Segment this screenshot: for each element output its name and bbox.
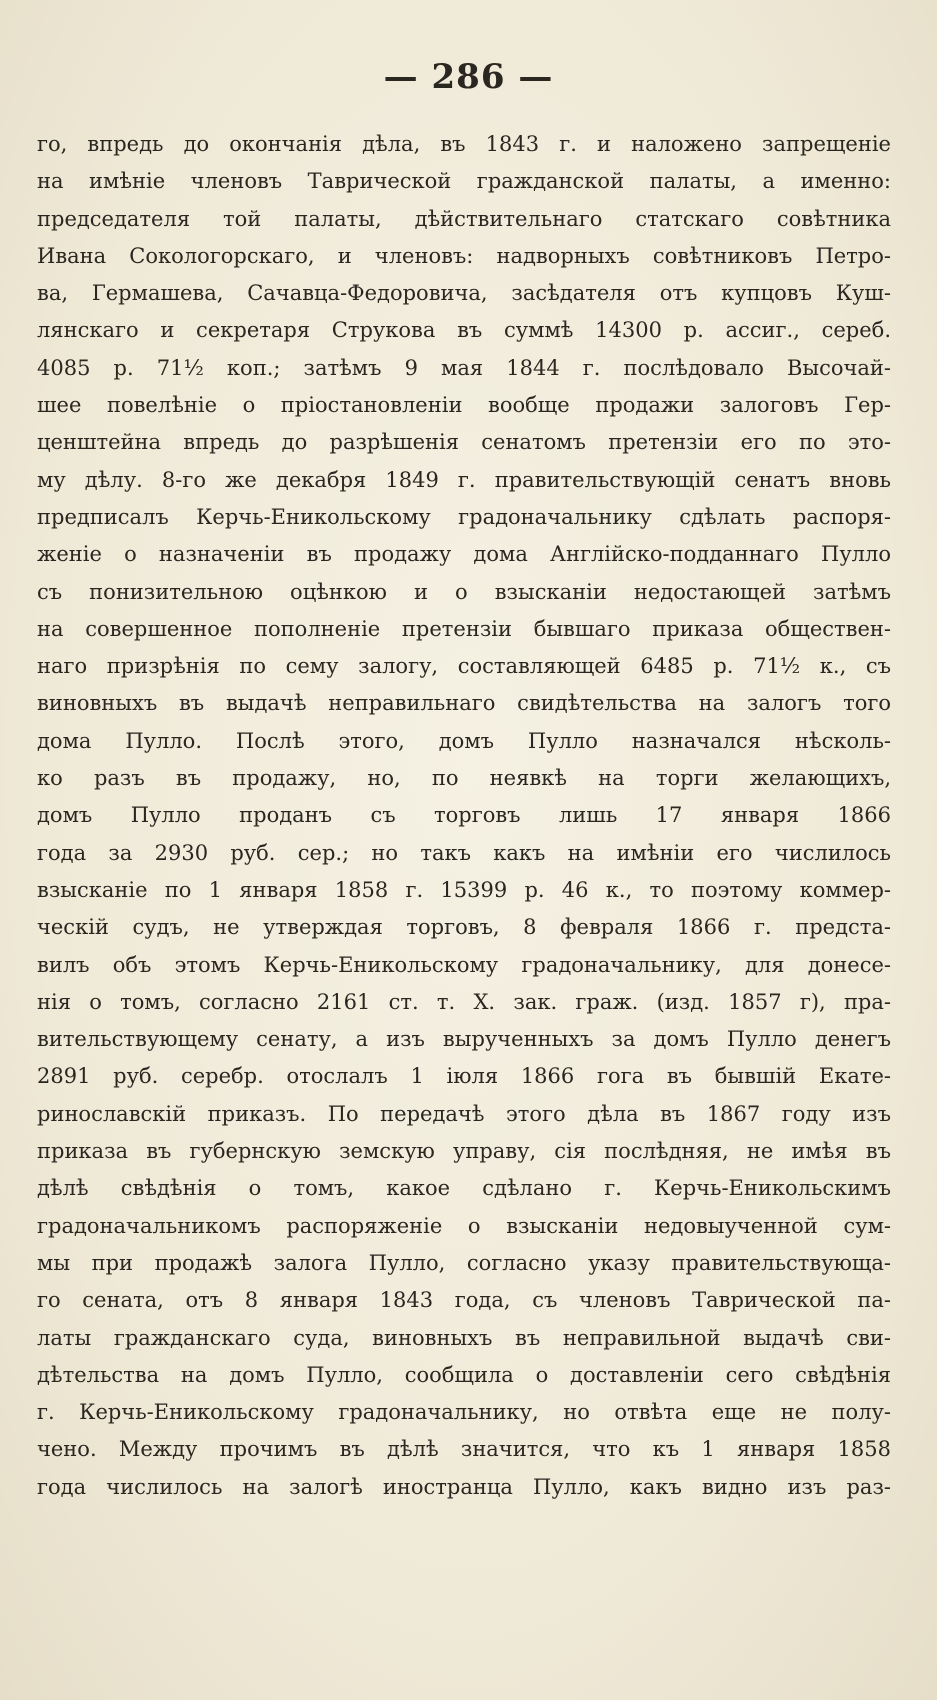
- text-line: съ понизительною оцѣнкою и о взысканіи недостающей затѣмъ: [37, 579, 891, 604]
- text-line: домъ Пулло проданъ съ торговъ лишь 17 января 1866: [37, 803, 891, 828]
- body-text: [37, 126, 891, 1506]
- text-line: виновныхъ въ выдачѣ неправильнаго свидѣтельства на залогъ того: [37, 691, 891, 716]
- text-line: на совершенное пополненіе претензіи бывшаго приказа обществен-: [37, 616, 891, 641]
- text-line: чено. Между прочимъ въ дѣлѣ значится, что къ 1 января 1858: [37, 1437, 891, 1462]
- text-line: года числилось на залогѣ иностранца Пулло, какъ видно изъ раз-: [37, 1474, 891, 1499]
- text-line: 2891 руб. серебр. отослалъ 1 іюля 1866 гога въ бывшій Екате-: [37, 1064, 891, 1089]
- text-line: дѣлѣ свѣдѣнія о томъ, какое сдѣлано г. Керчь-Еникольскимъ: [37, 1176, 891, 1201]
- text-line: му дѣлу. 8-го же декабря 1849 г. правительствующій сенатъ вновь: [37, 467, 891, 492]
- text-line: г. Керчь-Еникольскому градоначальнику, но отвѣта еще не полу-: [37, 1400, 891, 1425]
- text-line: ва, Гермашева, Сачавца-Федоровича, засѣдателя отъ купцовъ Куш-: [37, 281, 891, 306]
- text-line: приказа въ губернскую земскую управу, сія послѣдняя, не имѣя въ: [37, 1139, 891, 1164]
- text-line: женіе о назначеніи въ продажу дома Англійско-подданнаго Пулло: [37, 542, 891, 567]
- text-line: го сената, отъ 8 января 1843 года, съ членовъ Таврической па-: [37, 1288, 891, 1313]
- text-line: вительствующему сенату, а изъ вырученныхъ за домъ Пулло денегъ: [37, 1027, 891, 1052]
- text-line: ко разъ въ продажу, но, по неявкѣ на торги желающихъ,: [37, 766, 891, 791]
- text-line: года за 2930 руб. сер.; но такъ какъ на имѣніи его числилось: [37, 840, 891, 865]
- text-line: шее повелѣніе о пріостановленіи вообще продажи залоговъ Гер-: [37, 393, 891, 418]
- text-line: го, впредь до окончанія дѣла, въ 1843 г. и наложено запрещеніе: [37, 132, 891, 156]
- text-line: градоначальникомъ распоряженіе о взысканіи недовыученной сум-: [37, 1213, 891, 1238]
- text-line: Ивана Сокологорскаго, и членовъ: надворныхъ совѣтниковъ Петро-: [37, 243, 891, 268]
- text-line: предписалъ Керчь-Еникольскому градоначальнику сдѣлать распоря-: [37, 504, 891, 529]
- text-line: ринославскій приказъ. По передачѣ этого дѣла въ 1867 году изъ: [37, 1101, 891, 1126]
- text-line: ценштейна впредь до разрѣшенія сенатомъ претензіи его по это-: [37, 430, 891, 455]
- text-line: дома Пулло. Послѣ этого, домъ Пулло назначался нѣсколь-: [37, 728, 891, 753]
- text-line: вилъ объ этомъ Керчь-Еникольскому градоначальнику, для донесе-: [37, 952, 891, 977]
- text-line: ческій судъ, не утверждая торговъ, 8 февраля 1866 г. предста-: [37, 915, 891, 940]
- text-line: на имѣніе членовъ Таврической гражданской палаты, а именно:: [37, 169, 891, 194]
- text-line: 4085 р. 71½ коп.; затѣмъ 9 мая 1844 г. послѣдовало Высочай-: [37, 355, 891, 380]
- text-line: нія о томъ, согласно 2161 ст. т. X. зак. граж. (изд. 1857 г), пра-: [37, 989, 891, 1014]
- text-line: латы гражданскаго суда, виновныхъ въ неправильной выдачѣ сви-: [37, 1325, 891, 1350]
- text-line: лянскаго и секретаря Струкова въ суммѣ 14300 р. ассиг., сереб.: [37, 318, 891, 343]
- text-line: председателя той палаты, дѣйствительнаго статскаго совѣтника: [37, 206, 891, 231]
- text-line: взысканіе по 1 января 1858 г. 15399 р. 46 к., то поэтому коммер-: [37, 877, 891, 902]
- page-number: — 286 —: [383, 57, 554, 97]
- text-line: наго призрѣнія по сему залогу, составляющей 6485 р. 71½ к., съ: [37, 654, 891, 679]
- text-line: мы при продажѣ залога Пулло, согласно указу правительствующа-: [37, 1250, 891, 1275]
- text-line: дѣтельства на домъ Пулло, сообщила о доставленіи сего свѣдѣнія: [37, 1362, 891, 1387]
